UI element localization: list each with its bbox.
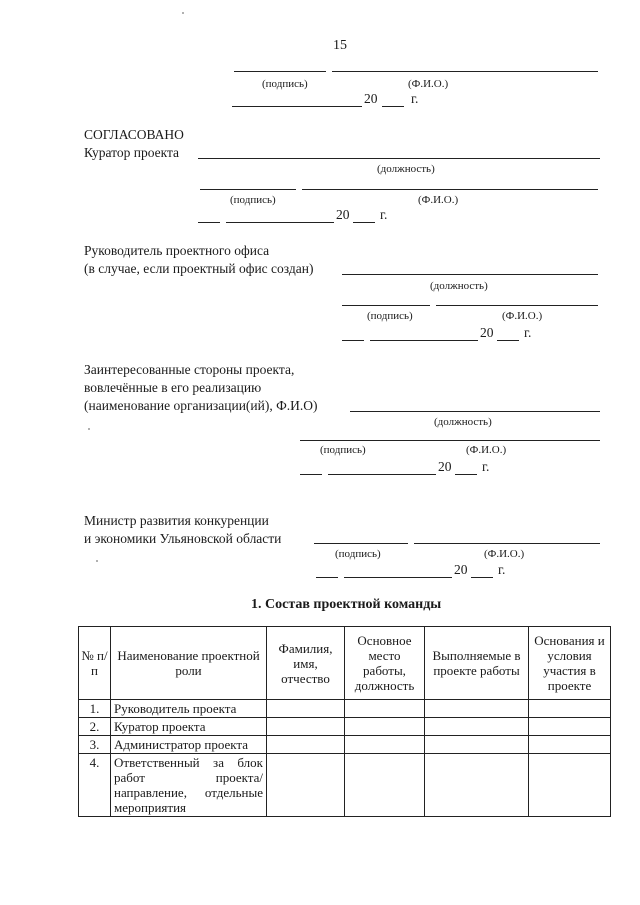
date-day-line — [342, 340, 364, 341]
position-caption: (должность) — [430, 280, 488, 292]
fio-line — [414, 543, 600, 544]
row-number: 2. — [79, 718, 111, 736]
header-grounds: Основания и условия участия в проекте — [529, 627, 611, 700]
table-row — [79, 718, 611, 736]
fio-caption: (Ф.И.О.) — [418, 194, 459, 206]
row-cell-workplace — [345, 700, 425, 718]
fio-caption: (Ф.И.О.) — [408, 78, 449, 90]
date-year-line — [455, 474, 477, 475]
minister-label: Министр развития конкуренции — [84, 513, 269, 528]
signature-caption: (подпись) — [335, 548, 381, 560]
office-head-position-line — [342, 274, 598, 275]
scan-speck — [88, 428, 90, 430]
fio-line — [436, 305, 598, 306]
signature-caption: (подпись) — [262, 78, 308, 90]
date-year-line — [382, 106, 404, 107]
date-month-line — [226, 222, 334, 223]
stakeholders-note: (наименование организации(ий), Ф.И.О) — [84, 398, 318, 413]
signature-caption: (подпись) — [367, 310, 413, 322]
table-row — [79, 700, 611, 718]
fio-caption: (Ф.И.О.) — [484, 548, 525, 560]
row-cell-duties — [425, 718, 529, 736]
row-number: 4. — [79, 754, 111, 817]
signature-caption: (подпись) — [230, 194, 276, 206]
row-cell-grounds — [529, 700, 611, 718]
table-row — [79, 754, 611, 817]
date-year: 20 — [454, 562, 468, 577]
date-day-line — [316, 577, 338, 578]
row-cell-grounds — [529, 718, 611, 736]
date-year: 20 — [438, 459, 452, 474]
row-role: Ответственный за блок работ проекта/направление, отдельные мероприятия — [111, 754, 267, 817]
date-year: 20 — [364, 91, 378, 106]
row-cell-duties — [425, 700, 529, 718]
header-duties: Выполняемые в проекте работы — [425, 627, 529, 700]
scan-speck — [96, 560, 98, 562]
date-suffix: г. — [380, 207, 388, 222]
signature-line — [314, 543, 408, 544]
signature-line — [342, 305, 430, 306]
date-year-line — [471, 577, 493, 578]
minister-label-2: и экономики Ульяновской области — [84, 531, 282, 546]
office-head-label: Руководитель проектного офиса — [84, 243, 270, 258]
fio-line — [302, 189, 598, 190]
signature-line — [200, 189, 296, 190]
row-role: Куратор проекта — [111, 718, 267, 736]
date-suffix: г. — [524, 325, 532, 340]
fio-caption: (Ф.И.О.) — [466, 444, 507, 456]
row-cell-grounds — [529, 754, 611, 817]
date-day-line — [232, 106, 362, 107]
stakeholders-position-line — [300, 440, 600, 441]
row-cell-duties — [425, 754, 529, 817]
signature-caption: (подпись) — [320, 444, 366, 456]
signature-line — [234, 71, 326, 72]
date-suffix: г. — [411, 91, 419, 106]
date-suffix: г. — [482, 459, 490, 474]
scan-speck — [182, 12, 184, 14]
section-title: 1. Состав проектной команды — [251, 597, 442, 612]
approved-heading: СОГЛАСОВАНО — [84, 127, 184, 142]
row-cell-name — [267, 700, 345, 718]
row-cell-name — [267, 754, 345, 817]
row-cell-workplace — [345, 736, 425, 754]
office-head-note: (в случае, если проектный офис создан) — [84, 261, 314, 276]
row-number: 3. — [79, 736, 111, 754]
curator-position-line — [198, 158, 600, 159]
date-year-line — [353, 222, 375, 223]
header-workplace: Основное место работы, должность — [345, 627, 425, 700]
row-number: 1. — [79, 700, 111, 718]
table-header-row — [79, 627, 611, 700]
project-team-table — [78, 626, 611, 817]
table-row — [79, 736, 611, 754]
row-cell-name — [267, 718, 345, 736]
row-cell-name — [267, 736, 345, 754]
position-caption: (должность) — [434, 416, 492, 428]
row-role: Администратор проекта — [111, 736, 267, 754]
row-cell-workplace — [345, 718, 425, 736]
date-month-line — [370, 340, 478, 341]
fio-caption: (Ф.И.О.) — [502, 310, 543, 322]
row-role: Руководитель проекта — [111, 700, 267, 718]
date-day-line — [198, 222, 220, 223]
date-day-line — [300, 474, 322, 475]
date-month-line — [328, 474, 436, 475]
date-suffix: г. — [498, 562, 506, 577]
fio-line — [332, 71, 598, 72]
stakeholders-label: Заинтересованные стороны проекта, — [84, 362, 295, 377]
date-year-line — [497, 340, 519, 341]
position-caption: (должность) — [377, 163, 435, 175]
row-cell-workplace — [345, 754, 425, 817]
header-number: № п/п — [79, 627, 111, 700]
curator-label: Куратор проекта — [84, 145, 180, 160]
date-year: 20 — [480, 325, 494, 340]
stakeholders-name-line — [350, 411, 600, 412]
header-full-name: Фамилия, имя, отчество — [267, 627, 345, 700]
row-cell-duties — [425, 736, 529, 754]
header-role: Наименование проектной роли — [111, 627, 267, 700]
page-number: 15 — [333, 38, 347, 53]
date-year: 20 — [336, 207, 350, 222]
stakeholders-label-2: вовлечённые в его реализацию — [84, 380, 262, 395]
row-cell-grounds — [529, 736, 611, 754]
date-month-line — [344, 577, 452, 578]
